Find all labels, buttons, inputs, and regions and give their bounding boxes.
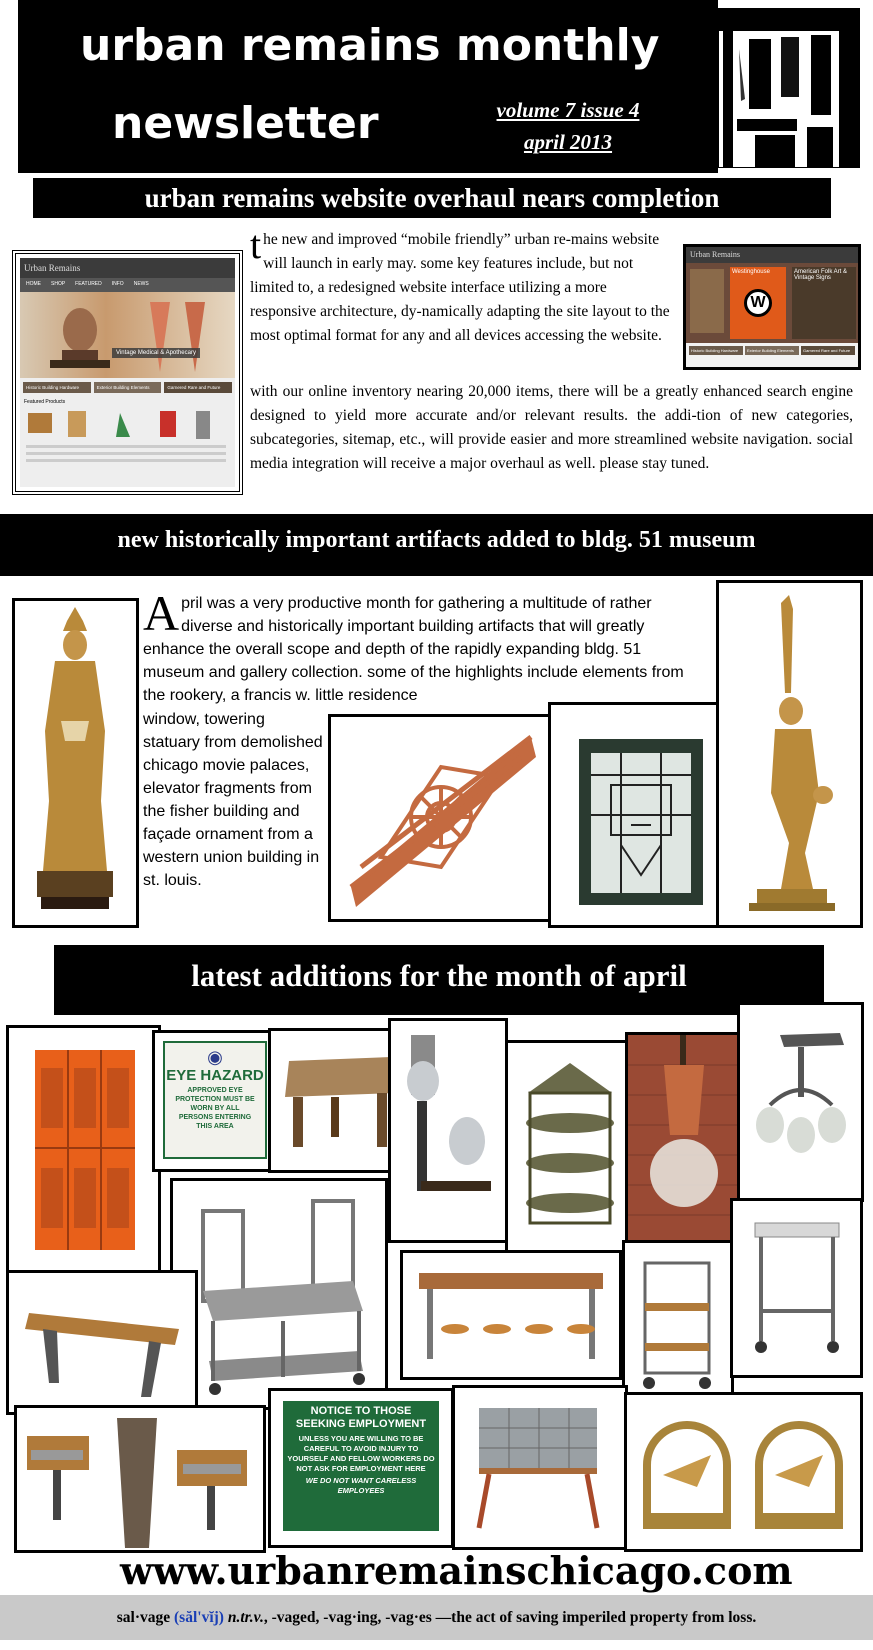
website-screenshot-right bbox=[683, 244, 861, 370]
section-heading-additions: latest additions for the month of april bbox=[54, 945, 824, 1015]
notice-sign-body: UNLESS YOU ARE WILLING TO BE CAREFUL TO AVOID INJURY TO YOURSELF AND FELLOW WORKERS DO NOT ASK FOR EMPLOYMENT HERE bbox=[287, 1434, 435, 1473]
screenshot-products-label: Featured Products bbox=[24, 399, 66, 405]
rookery-grille-photo bbox=[328, 714, 552, 922]
website-article-part1 bbox=[250, 222, 675, 348]
eye-icon: ◉ bbox=[207, 1047, 223, 1067]
newsletter-title-line2: newsletter bbox=[112, 98, 379, 149]
newsletter-title-line1: urban remains monthly bbox=[80, 20, 660, 71]
bronze-figure-photo bbox=[716, 580, 863, 928]
screenshot-nav-item: NEWS bbox=[133, 281, 149, 287]
screenshot-banner-caption: Vintage Medical & Apothecary bbox=[112, 348, 200, 358]
section-heading-website: urban remains website overhaul nears completion bbox=[33, 178, 831, 218]
wood-bench-photo bbox=[6, 1270, 198, 1415]
website-screenshot-left bbox=[12, 250, 243, 495]
screenshot-nav-item: HOME bbox=[26, 281, 41, 287]
copper-pendant-light-photo bbox=[625, 1032, 743, 1244]
steel-cart-photo bbox=[170, 1178, 388, 1410]
screenshot-tile: Exterior Building Elements bbox=[94, 382, 162, 393]
dropcap-a: A bbox=[143, 585, 180, 641]
little-residence-window-photo bbox=[548, 702, 720, 928]
rotating-bin-rack-photo bbox=[505, 1040, 635, 1255]
website-paragraph-a: he new and improved “mobile friendly” urban re-mains website will launch in early may. some key features include, but not limited to, a redesigned website interface utilizing a more responsive architecture, dy-namically adapting the site layout to the most optimal format for any and all devices accessing the website. bbox=[250, 231, 670, 344]
employment-notice-sign-photo bbox=[268, 1388, 454, 1548]
volume-label: volume 7 issue 4 bbox=[496, 98, 640, 122]
screenshot-tiles bbox=[20, 378, 235, 397]
screenshot-nav-item: SHOP bbox=[51, 281, 66, 287]
rolling-shelf-cart-photo bbox=[622, 1240, 734, 1398]
screenshot-right-banner-a: Westinghouse bbox=[732, 269, 770, 275]
screenshot-right-tile: Exterior Building Elements bbox=[745, 346, 799, 355]
eye-hazard-title: EYE HAZARD bbox=[166, 1067, 264, 1084]
def-part-of-speech: n.tr.v. bbox=[227, 1609, 264, 1626]
def-text: , -vaged, -vag·ing, -vag·es —the act of saving imperiled property from loss. bbox=[263, 1609, 757, 1626]
screenshot-nav bbox=[20, 278, 235, 292]
eye-hazard-body: APPROVED EYE PROTECTION MUST BE WORN BY ALL PERSONS ENTERING THIS AREA bbox=[175, 1087, 255, 1130]
screenshot-nav-item: FEATURED bbox=[75, 281, 102, 287]
screenshot-right-banner-b: American Folk Art & Vintage Signs bbox=[792, 267, 856, 339]
screenshot-product-thumbs bbox=[20, 407, 233, 467]
orange-lockers-photo bbox=[6, 1025, 161, 1277]
website-url[interactable]: www.urbanremainschicago.com bbox=[120, 1548, 793, 1593]
screenshot-nav-item: INFO bbox=[111, 281, 124, 287]
drawer-cabinet-photo bbox=[452, 1385, 628, 1550]
screenshot-logo: Urban Remains bbox=[20, 258, 235, 278]
def-pronunciation: (săl'vĭj) bbox=[174, 1609, 224, 1626]
screenshot-tile: Garnered Rare and Future bbox=[164, 382, 232, 393]
ornamental-medallions-photo bbox=[624, 1392, 863, 1552]
def-word: sal·vage bbox=[116, 1609, 171, 1626]
drawer-stools-photo bbox=[14, 1405, 266, 1553]
screenshot-right-logo: Urban Remains bbox=[686, 247, 858, 263]
museum-paragraph-a-wrap bbox=[143, 585, 703, 707]
screenshot-right-tile: Garnered Rare and Future bbox=[801, 346, 855, 355]
notice-sign-title: NOTICE TO THOSE SEEKING EMPLOYMENT bbox=[295, 1405, 427, 1430]
table-with-stools-photo bbox=[400, 1250, 622, 1380]
website-paragraph-b: with our online inventory nearing 20,000 items, there will be a greatly enhanced search engine designed to yield more accurate and/or relevant results. the addi-tion of new categories, subcategories, sitemap, etc., will provide easier and more streamlined website navigation. social media integration will receive a major overhaul as well. please stay tuned. bbox=[250, 383, 853, 472]
chandelier-photo bbox=[737, 1002, 864, 1202]
dropcap-t: t bbox=[250, 222, 262, 267]
issue-date: april 2013 bbox=[523, 130, 613, 154]
cage-lights-photo bbox=[388, 1018, 508, 1243]
notice-sign-footer: WE DO NOT WANT CARELESS EMPLOYEES bbox=[305, 1476, 417, 1495]
screenshot-tile: Historic Building Hardware bbox=[23, 382, 91, 393]
marble-top-stand-photo bbox=[730, 1198, 863, 1378]
eye-hazard-sign-photo bbox=[152, 1030, 278, 1172]
building-facade-photo bbox=[718, 8, 860, 168]
museum-paragraph-a: pril was a very productive month for gathering a multitude of rather diverse and historically important building artifacts that will greatly enhance the overall scope and depth of the rapidly expanding bldg. 51 museum and gallery collection. some of the highlights include elements from the rookery, a francis w. little residence bbox=[143, 595, 684, 704]
museum-paragraph-b: window, towering statuary from demolished chicago movie palaces, elevator fragments from the fisher building and façade ornament from a western union building in st. louis. bbox=[143, 711, 323, 889]
section-heading-museum: new historically important artifacts added to bldg. 51 museum bbox=[0, 514, 873, 576]
screenshot-right-tile: Historic Building Hardware bbox=[689, 346, 743, 355]
screenshot-banner bbox=[20, 292, 235, 378]
salvage-definition bbox=[0, 1595, 873, 1640]
statue-queen-photo bbox=[12, 598, 139, 928]
issue-box bbox=[463, 88, 673, 168]
westinghouse-badge: W bbox=[744, 289, 772, 317]
